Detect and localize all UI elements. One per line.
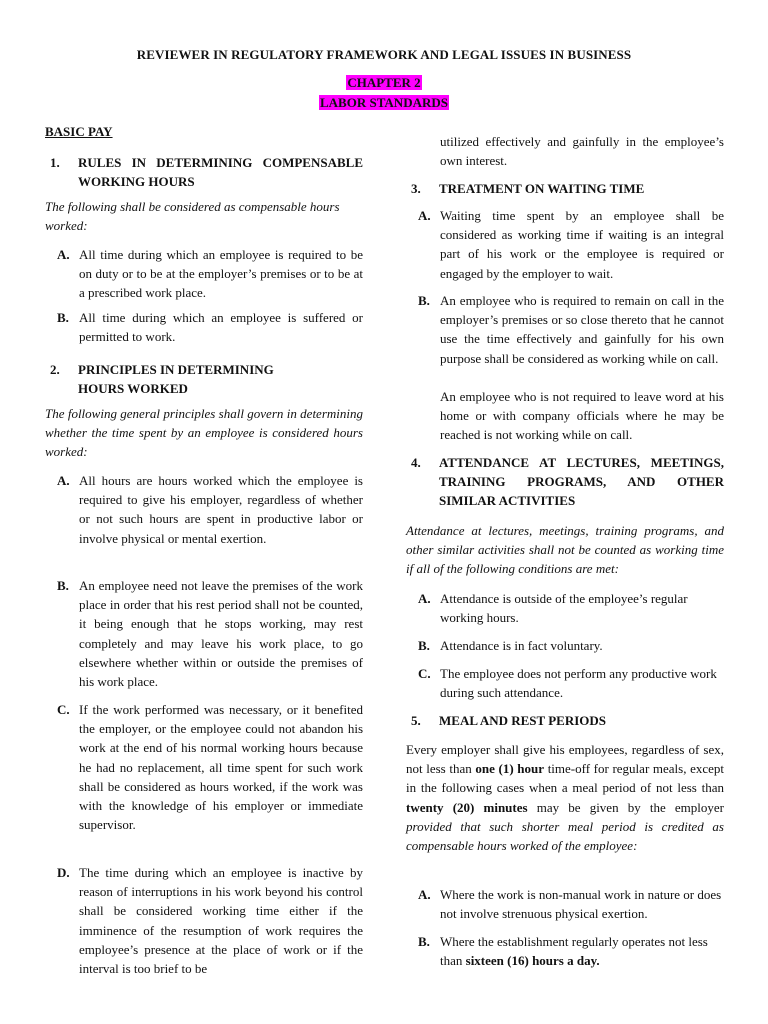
heading-text: RULES IN DETERMINING COMPENSABLE WORKING HOURS — [78, 155, 363, 190]
list-item-1A — [45, 245, 363, 303]
meal-one-hour: one (1) hour — [475, 761, 545, 777]
item-text-part: Where the establishment regularly operates not less than — [440, 934, 708, 969]
item-text: Attendance is outside of the employee’s regular working hours. — [440, 591, 688, 626]
heading-text: PRINCIPLES IN DETERMINING HOURS WORKED — [78, 362, 274, 397]
heading-text: MEAL AND REST PERIODS — [439, 713, 606, 728]
heading-number: 3. — [411, 181, 421, 196]
item-text: Waiting time spent by an employee shall be considered as working time if waiting is an integral part of his work or the employee is required or engaged by the employer to wait. — [440, 208, 724, 281]
heading-number: 1. — [50, 155, 60, 170]
document-title: REVIEWER IN REGULATORY FRAMEWORK AND LEGAL ISSUES IN BUSINESS — [136, 47, 632, 62]
list-item-1B — [45, 308, 363, 346]
continuation-text: utilized effectively and gainfully in the employee’s own interest. — [440, 134, 724, 169]
item-letter: A. — [418, 591, 431, 606]
list-item-4B — [406, 636, 724, 655]
intro-attendance: Attendance at lectures, meetings, training programs, and other similar activities shall not be counted as working time if all of the following conditions are met: — [406, 523, 724, 577]
list-item-4C — [406, 664, 724, 702]
list-item-5A — [406, 885, 724, 923]
list-item-4A — [406, 589, 724, 627]
item-text: All hours are hours worked which the employee is required to give his employer, regardless of whether or not such hours are spent in productive labor or involve physical or mental exertion. — [79, 473, 363, 546]
heading-number: 2. — [50, 362, 60, 377]
heading-waiting-time — [411, 179, 724, 198]
right-column — [406, 0, 724, 1024]
item-text: Attendance is in fact voluntary. — [440, 638, 603, 653]
meal-text-1: Every employer shall give his employees, regardless of sex, not less than — [406, 742, 724, 777]
heading-text: ATTENDANCE AT LECTURES, MEETINGS, TRAINING PROGRAMS, AND OTHER SIMILAR ACTIVITIES — [439, 455, 724, 509]
intro-compensable-hours: The following shall be considered as compensable hours worked: — [45, 199, 340, 234]
section-heading-basic-pay: BASIC PAY — [45, 124, 113, 139]
item-text: All time during which an employee is suffered or permitted to work. — [79, 310, 363, 345]
meal-period-paragraph — [406, 740, 724, 855]
meal-text-2: time-off for regular meals, except in the following cases when a meal period of not less than — [406, 761, 725, 796]
item-letter: B. — [418, 638, 430, 653]
item-text — [440, 932, 724, 970]
left-column — [45, 0, 363, 1024]
item-text: The employee does not perform any productive work during such attendance. — [440, 666, 717, 701]
item-letter: B. — [57, 578, 69, 593]
heading-attendance-lectures — [411, 453, 724, 511]
heading-text: TREATMENT ON WAITING TIME — [439, 181, 645, 196]
item-text: An employee need not leave the premises of the work place in order that his rest period shall not be counted, it being enough that he stops working, may rest completely and may leave his work place, to go elsewhere whether within or outside the premises of his work place. — [79, 578, 363, 690]
heading-number: 5. — [411, 713, 421, 728]
heading-principles-hours-worked — [50, 360, 283, 398]
list-item-3A — [406, 206, 724, 283]
item-letter: A. — [57, 247, 70, 262]
waiting-time-note: An employee who is not required to leave word at his home or with company officials where he may be reached is not working while on call. — [440, 389, 724, 443]
chapter-title: LABOR STANDARDS — [320, 95, 448, 110]
list-item-2B — [45, 576, 363, 691]
list-item-5B — [406, 932, 724, 970]
chapter-number: CHAPTER 2 — [347, 75, 421, 90]
item-letter: A. — [418, 887, 431, 902]
item-letter: A. — [57, 473, 70, 488]
heading-number: 4. — [411, 455, 421, 470]
item-text: All time during which an employee is required to be on duty or to be at the employer’s premises or to be at a prescribed work place. — [79, 247, 363, 301]
list-item-2C — [45, 700, 363, 834]
meal-text-3: may be given by the employer — [536, 799, 725, 815]
item-letter: B. — [418, 293, 430, 308]
intro-principles: The following general principles shall govern in determining whether the time spent by an employee is considered hours worked: — [45, 406, 363, 460]
item-text: Where the work is non-manual work in nature or does not involve strenuous physical exertion. — [440, 887, 722, 922]
item-letter: C. — [57, 702, 70, 717]
item-letter: B. — [57, 310, 69, 325]
meal-twenty-minutes: twenty (20) minutes — [406, 799, 528, 815]
item-letter: A. — [418, 208, 431, 223]
item-text: An employee who is required to remain on call in the employer’s premises or so close thereto that he cannot use the time effectively and gainfully for his own purpose shall be considered as working while on call. — [440, 293, 724, 366]
list-item-2A — [45, 471, 363, 548]
item-letter: D. — [57, 865, 70, 880]
sixteen-hours: sixteen (16) hours a day. — [465, 953, 600, 969]
meal-proviso: provided that such shorter meal period is credited as compensable hours worked of the employee: — [406, 818, 724, 854]
item-letter: C. — [418, 666, 431, 681]
item-text: If the work performed was necessary, or it benefited the employer, or the employee could not abandon his work at the end of his normal working hours because he had no replacement, all time spent for such work shall be considered as hours worked, if the work was with the knowledge of his employer or immediate supervisor. — [79, 702, 363, 833]
heading-meal-rest — [411, 711, 724, 730]
item-text: The time during which an employee is inactive by reason of interruptions in his work beyond his control shall be considered working time either if the imminence of the resumption of work requires the employee’s presence at the place of work or if the interval is too brief to be — [79, 865, 363, 977]
heading-rules-compensable-hours — [50, 153, 363, 191]
list-item-2D — [45, 863, 363, 978]
item-letter: B. — [418, 934, 430, 949]
list-item-3B — [406, 291, 724, 368]
